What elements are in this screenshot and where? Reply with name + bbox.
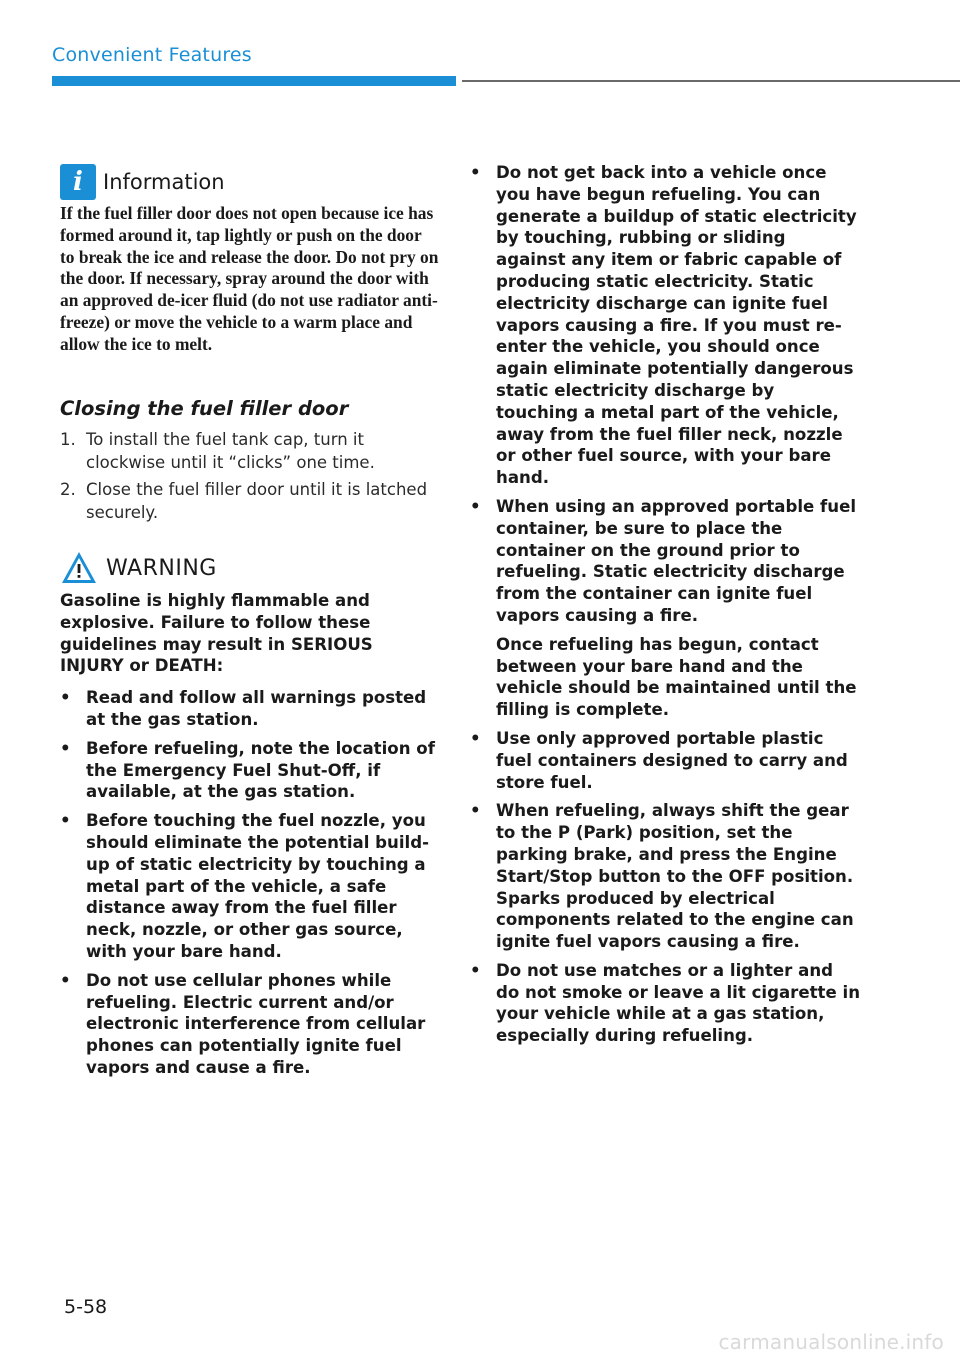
information-title: Information bbox=[103, 170, 225, 194]
bullet-text: Before refueling, note the location of the Emergency Fuel Shut-Off, if available, at the gas station. bbox=[86, 738, 435, 802]
information-body: If the fuel filler door does not open because ice has formed around it, tap lightly or push on the door to break the ice and release the door. Do not pry on the door. If necessary, spray around the door with an approved de-icer fluid (do not use radiator anti-freeze) or move the vehicle to a warm place and allow the ice to melt. bbox=[60, 203, 439, 354]
warning-body bbox=[60, 590, 440, 1086]
list-item bbox=[60, 738, 440, 803]
watermark: carmanualsonline.info bbox=[718, 1330, 944, 1354]
list-item bbox=[470, 496, 860, 627]
bullet-marker: • bbox=[470, 960, 481, 980]
step-item bbox=[60, 478, 440, 524]
bullet-text: Use only approved portable plastic fuel containers designed to carry and store fuel. bbox=[496, 728, 848, 792]
bullet-marker: • bbox=[470, 801, 481, 821]
list-item bbox=[60, 970, 440, 1079]
bullet-marker: • bbox=[60, 738, 71, 758]
bullet-text: When using an approved portable fuel container, be sure to place the container on the ground prior to refueling. Static electricity discharge from the container can ignite fuel vapors causing a fire. bbox=[496, 496, 857, 625]
list-item bbox=[470, 162, 860, 489]
bullet-marker: • bbox=[470, 163, 481, 182]
page-number: 5-58 bbox=[64, 1296, 108, 1318]
warning-heading bbox=[60, 548, 217, 588]
bullet-text: Do not use cellular phones while refueling. Electric current and/or electronic interference from cellular phones can potentially ignite fuel vapors and cause a fire. bbox=[86, 970, 426, 1077]
continuation-paragraph: Once refueling has begun, contact between your bare hand and the vehicle should be maintained until the filling is complete. bbox=[496, 634, 857, 720]
list-item bbox=[60, 687, 440, 731]
list-item bbox=[470, 728, 860, 793]
information-heading bbox=[60, 164, 225, 200]
closing-heading: Closing the fuel filler door bbox=[60, 397, 349, 420]
warning-list-continued bbox=[470, 162, 860, 1054]
warning-intro: Gasoline is highly flammable and explosive. Failure to follow these guidelines may result in SERIOUS INJURY or DEATH: bbox=[60, 591, 373, 676]
header-rule-thin bbox=[462, 80, 960, 82]
list-item bbox=[470, 960, 860, 1047]
bullet-marker: • bbox=[470, 728, 481, 748]
bullet-marker: • bbox=[470, 496, 481, 516]
header-rule-thick bbox=[52, 76, 456, 86]
list-item bbox=[60, 810, 440, 963]
step-text: Close the fuel filler door until it is latched securely. bbox=[86, 480, 428, 522]
bullet-text: Before touching the fuel nozzle, you should eliminate the potential build-up of static electricity by touching a metal part of the vehicle, a safe distance away from the fuel filler neck, nozzle, or other gas source, with your bare hand. bbox=[86, 811, 429, 961]
warning-title: WARNING bbox=[106, 555, 217, 581]
section-title: Convenient Features bbox=[52, 44, 252, 66]
bullet-marker: • bbox=[60, 970, 71, 990]
closing-steps bbox=[60, 428, 440, 528]
step-item bbox=[60, 428, 440, 474]
info-icon: i bbox=[60, 164, 96, 200]
bullet-text: Read and follow all warnings posted at the gas station. bbox=[86, 688, 427, 729]
bullet-marker: • bbox=[60, 688, 71, 708]
list-item bbox=[470, 800, 860, 953]
bullet-text: Do not get back into a vehicle once you have begun refueling. You can generate a buildup of static electricity by touching, rubbing or sliding against any item or fabric capable of producing static electricity. Static electricity discharge can ignite fuel vapors causing a fire. If you must re-enter the vehicle, you should once again eliminate potentially dangerous static electricity discharge by touching a metal part of the vehicle, away from the fuel filler neck, nozzle or other fuel source, with your bare hand. bbox=[496, 163, 857, 488]
step-number: 2. bbox=[60, 480, 76, 499]
bullet-text: Do not use matches or a lighter and do not smoke or leave a lit cigarette in your vehicle while at a gas station, especially during refueling. bbox=[496, 960, 861, 1046]
warning-triangle-icon bbox=[60, 550, 98, 586]
step-number: 1. bbox=[60, 430, 76, 449]
bullet-marker: • bbox=[60, 811, 71, 831]
step-text: To install the fuel tank cap, turn it clockwise until it “clicks” one time. bbox=[86, 430, 375, 472]
bullet-text: When refueling, always shift the gear to the P (Park) position, set the parking brake, and press the Engine Start/Stop button to the OFF position. Sparks produced by electrical components related to the engine can ignite fuel vapors causing a fire. bbox=[496, 801, 854, 952]
